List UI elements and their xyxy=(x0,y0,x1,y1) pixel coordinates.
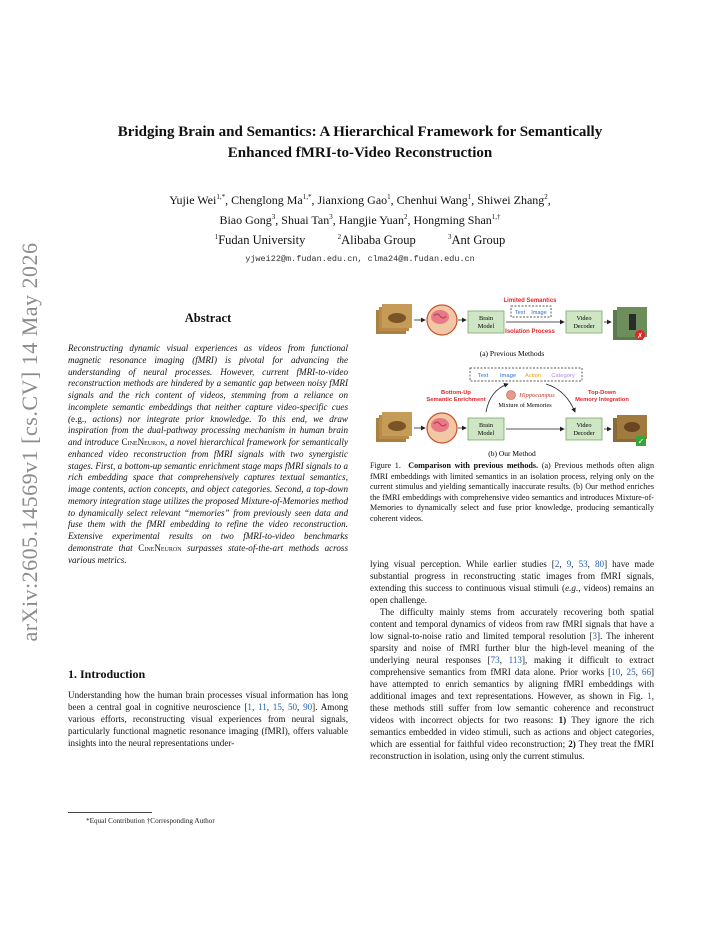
svg-text:Model: Model xyxy=(477,430,495,437)
hippocampus-icon xyxy=(507,391,556,400)
tag-image-b: Image xyxy=(499,373,517,379)
svg-text:Brain: Brain xyxy=(479,422,493,429)
paragraph-1: lying visual perception. While earlier studies [2, 9, 53, 80] have made substantial progress in reconstructing static images from fMRI signals, extending this success to continuous visual stimuli (e.g., videos) remains an open challenge. xyxy=(370,559,655,605)
wrong-icon: ✗ xyxy=(637,332,643,340)
top-down-label-1: Top-Down xyxy=(588,390,616,396)
caption-label: Figure 1. xyxy=(370,461,401,470)
intro-heading: 1. Introduction xyxy=(68,667,146,681)
arxiv-stamp xyxy=(8,242,52,642)
output-frames-b xyxy=(613,415,647,446)
video-decoder-box-a xyxy=(566,311,602,333)
subcaption-b: (b) Our Method xyxy=(488,449,536,458)
abstract-heading: Abstract xyxy=(184,311,232,325)
intro-text: Understanding how the human brain processes visual information has long been a central goal in cognitive neuroscience [1, 11, 15, 50, 90]. Among various efforts, reconstructing visual experiences from neural signals, particularly functional magnetic resonance imaging (fMRI), offers valuable insights into the neural representations under- xyxy=(68,690,349,748)
affiliation-1: $^1$Fudan University xyxy=(214,233,306,248)
stimulus-frames-b xyxy=(376,412,412,442)
figure-1-caption xyxy=(370,461,654,525)
affiliation-3: $^3$Ant Group xyxy=(447,233,506,248)
author-emails: yjwei22@m.fudan.edu.cn, clma24@m.fudan.edu.cn xyxy=(245,254,475,264)
svg-text:Video: Video xyxy=(576,315,592,322)
title-line-1: Bridging Brain and Semantics: A Hierarchical Framework for Semantically xyxy=(117,124,603,140)
brain-model-box-b xyxy=(468,418,504,440)
authors-line-2: Biao Gong$^3$, Shuai Tan$^3$, Hangjie Yuan$^2$, Hongming Shan$^{1,\dagger}$ xyxy=(219,213,501,227)
tag-text-b: Text xyxy=(477,373,489,379)
affiliation-2: $^2$Alibaba Group xyxy=(337,233,416,248)
right-column-text xyxy=(370,558,654,762)
svg-text:Decoder: Decoder xyxy=(573,323,595,330)
hippocampus-label: Hippocampus xyxy=(519,392,555,399)
output-frames-a xyxy=(613,307,647,340)
paper-title xyxy=(60,122,660,164)
brain-head-icon-a xyxy=(427,305,457,335)
svg-text:Model: Model xyxy=(477,323,495,330)
video-decoder-box-b xyxy=(566,418,602,440)
tag-image-a: Image xyxy=(531,310,547,316)
tag-category-b: Category xyxy=(551,373,575,379)
authors-line-1: Yujie Wei$^{1,*}$, Chenglong $Ma^{1,*}$, Jianxiong Gao$^1$, Chenhui Wang$^1$, Shiwei Zhang$^2$, xyxy=(169,193,551,207)
footnote-rule xyxy=(68,812,152,813)
check-icon: ✓ xyxy=(637,437,645,446)
figure-1 xyxy=(370,294,654,458)
svg-text:Brain: Brain xyxy=(479,315,493,322)
paragraph-2: The difficulty mainly stems from accurately recovering both spatial content and temporal dynamics of videos from raw fMRI signals that have a low signal-to-noise ratio and limited temporal resolution [3]. The inherent sparsity and noise of fMRI further blur the high-level meaning of the underlying neural responses [73, 113], making it difficult to extract comprehensive semantics from fMRI data alone. Prior works [10, 25, 66] have attempted to enrich semantics by aligning fMRI embeddings with additional images and text representations. However, as shown in Fig. 1, these methods still suffer from low semantic coherence and reconstruct videos with incorrect objects for two reasons: 1) They ignore the rich semantics embedded in video stimuli, such as actions and object categories, which are essential for faithful video reconstruction; 2) They treat the fMRI reconstruction in isolation, using only the current stimulus. xyxy=(370,607,655,761)
stimulus-frames-a xyxy=(376,304,412,334)
abstract-text: Reconstructing dynamic visual experiences as videos from functional magnetic resonance imaging (fMRI) is pivotal for advancing the understanding of neural processes. However, current fMRI-to-video reconstruction methods are hindered by a semantic gap between noisy fMRI signals and the rich content of videos, stemming from a reliance on incomplete semantic embeddings that neither capture video-specific cues (e.g., actions) nor integrate prior knowledge. To this end, we draw inspiration from the dual-pathway processing mechanism in human brain and introduce CineNeuron, a novel hierarchical framework for semantically enhanced video reconstruction from fMRI signals with two synergistic stages. First, a bottom-up semantic enrichment stage maps fMRI signals to a rich embedding space that comprehensively captures textual semantics, image contents, action concepts, and object categories. Second, a top-down memory integration stage utilizes the proposed Mixture-of-Memories method to dynamically select relevant “memories” from previously seen data and fuse them with the fMRI embedding to refine the video reconstruction. Extensive experimental results on two fMRI-to-video benchmarks demonstrate that CineNeuron surpasses state-of-the-art methods across various metrics. xyxy=(68,343,348,565)
authors xyxy=(60,189,660,229)
caption-bold: Comparison with previous methods. xyxy=(408,461,539,470)
brain-head-icon-b xyxy=(427,413,457,443)
footnote: *Equal Contribution †Corresponding Author xyxy=(86,817,215,825)
affiliations xyxy=(60,233,660,248)
tag-text-a: Text xyxy=(514,310,526,316)
bottom-up-label-2: Semantic Enrichment xyxy=(426,397,486,403)
tag-action-b: Action xyxy=(524,373,542,379)
title-line-2: Enhanced fMRI-to-Video Reconstruction xyxy=(227,145,493,161)
mixture-of-memories-label: Mixture of Memories xyxy=(498,402,552,409)
isolation-process-label: Isolation Process xyxy=(505,329,555,335)
brain-model-box-a xyxy=(468,311,504,333)
top-down-label-2: Memory Integration xyxy=(575,397,629,403)
caption-text: (a) Previous methods often align fMRI embeddings with limited semantics in an isolation process, relying only on the current stimulus and yielding semantically inaccurate results. (b) Our method enriches the fMRI embeddings with comprehensive video semantics and introduces Mixture-of-Memories to dynamically select and fuse prior knowledge, producing semantically coherent videos. xyxy=(370,461,655,523)
arxiv-stamp-text: arXiv:2605.14569v1 [cs.CV] 14 May 2026 xyxy=(17,242,42,642)
svg-text:Video: Video xyxy=(576,422,592,429)
limited-semantics-label: Limited Semantics xyxy=(503,298,557,304)
figure-1-diagram xyxy=(370,294,654,458)
svg-text:Decoder: Decoder xyxy=(573,430,595,437)
bottom-up-label-1: Bottom-Up xyxy=(441,390,471,396)
subcaption-a: (a) Previous Methods xyxy=(479,349,545,358)
